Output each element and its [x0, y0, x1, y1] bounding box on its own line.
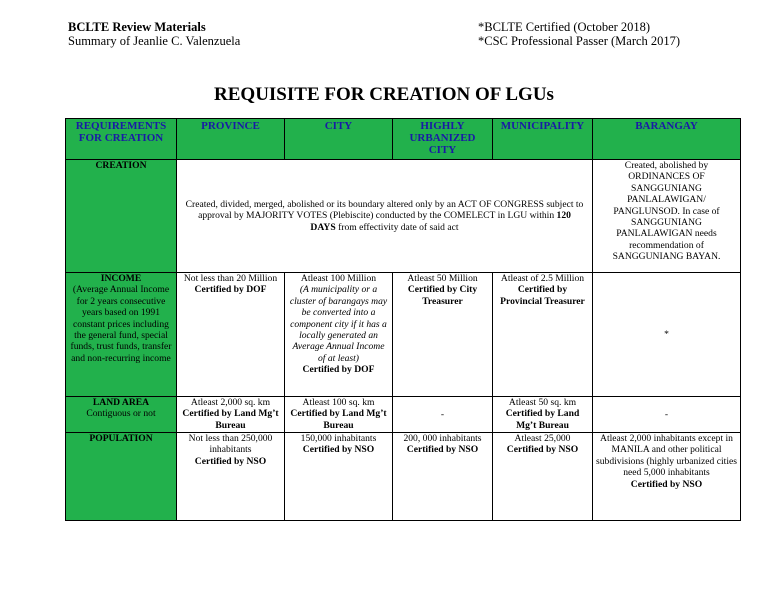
income-municipality: Atleast of 2.5 Million Certified by Provincial Treasurer — [493, 273, 593, 397]
label-land-area: LAND AREA Contiguous or not — [66, 397, 177, 433]
land-municipality: Atleast 50 sq. km Certified by Land Mg’t Bureau — [493, 397, 593, 433]
table-header-row — [66, 119, 741, 160]
population-province: Not less than 250,000 inhabitants Certified by NSO — [177, 433, 285, 521]
row-income — [66, 273, 741, 397]
income-province: Not less than 20 Million Certified by DOF — [177, 273, 285, 397]
land-barangay: - — [593, 397, 741, 433]
col-province: PROVINCE — [177, 119, 285, 160]
header-right — [478, 20, 680, 48]
population-huc: 200, 000 inhabitants Certified by NSO — [393, 433, 493, 521]
row-creation — [66, 160, 741, 273]
col-municipality: MUNICIPALITY — [493, 119, 593, 160]
land-province: Atleast 2,000 sq. km Certified by Land Mg’t Bureau — [177, 397, 285, 433]
income-huc: Atleast 50 Million Certified by City Treasurer — [393, 273, 493, 397]
row-population — [66, 433, 741, 521]
header-author: Summary of Jeanlie C. Valenzuela — [68, 34, 241, 48]
income-city: Atleast 100 Million (A municipality or a cluster of barangays may be converted into a component city if it has a locally generated an Average Annual Income of at least) Certified by DOF — [285, 273, 393, 397]
header-csc: *CSC Professional Passer (March 2017) — [478, 34, 681, 48]
col-huc: HIGHLY URBANIZED CITY — [393, 119, 493, 160]
header-certified: *BCLTE Certified (October 2018) — [478, 20, 651, 34]
page-title: REQUISITE FOR CREATION OF LGUs — [214, 84, 554, 105]
col-requirements: REQUIREMENTS FOR CREATION — [66, 119, 177, 160]
creation-barangay: Created, abolished by ORDINANCES OF SANGGUNIANG PANLALAWIGAN/ PANGLUNSOD. In case of SANGGUNIANG PANLALAWIGAN needs recommendation of SANGGUNIANG BAYAN. — [593, 160, 741, 273]
row-land-area — [66, 397, 741, 433]
col-barangay: BARANGAY — [593, 119, 741, 160]
population-municipality: Atleast 25,000 Certified by NSO — [493, 433, 593, 521]
population-barangay: Atleast 2,000 inhabitants except in MANILA and other political subdivisions (highly urbanized cities need 5,000 inhabitants Certified by NSO — [593, 433, 741, 521]
land-city: Atleast 100 sq. km Certified by Land Mg’t Bureau — [285, 397, 393, 433]
lgu-requisites-table — [65, 118, 741, 521]
header-source: BCLTE Review Materials — [68, 20, 206, 34]
label-creation: CREATION — [66, 160, 177, 273]
col-city: CITY — [285, 119, 393, 160]
header-left — [68, 20, 240, 48]
income-barangay: * — [593, 273, 741, 397]
land-huc: - — [393, 397, 493, 433]
label-income: INCOME (Average Annual Income for 2 years consecutive years based on 1991 constant prices including the general fund, special funds, trust funds, transfer and non-recurring income — [66, 273, 177, 397]
label-population: POPULATION — [66, 433, 177, 521]
creation-text: Created, divided, merged, abolished or its boundary altered only by an ACT OF CONGRESS subject to approval by MAJORITY VOTES (Plebiscite) conducted by the COMELECT in LGU within 120 DAYS from effectivity date of said act — [177, 160, 593, 273]
population-city: 150,000 inhabitants Certified by NSO — [285, 433, 393, 521]
